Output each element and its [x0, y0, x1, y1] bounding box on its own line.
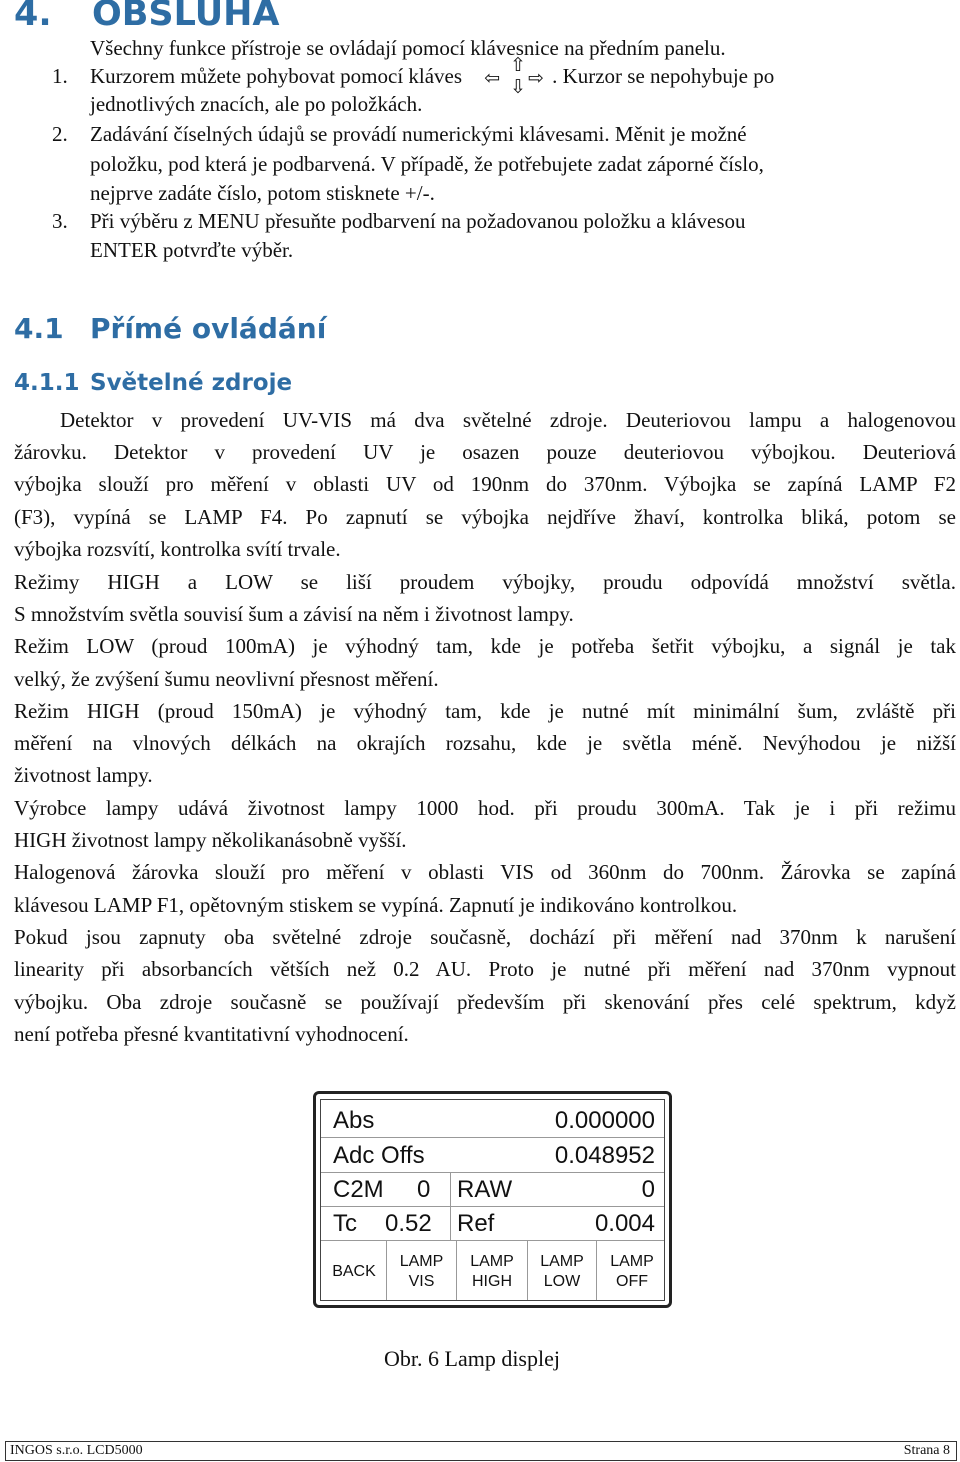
button-label: LAMP [610, 1253, 654, 1270]
paragraph-line: Pokud jsou zapnuty oba světelné zdroje současně, dochází při měření nad 370nm k narušení [14, 925, 956, 949]
lcd-tc-value: 0.52 [385, 1210, 432, 1237]
paragraph-line: velký, že zvýšení šumu neovlivní přesnost měření. [14, 667, 439, 691]
list-item-3: Při výběru z MENU přesuňte podbarvení na požadovanou položku a klávesou [90, 209, 746, 233]
lcd-lamp-off-button[interactable] [597, 1246, 667, 1298]
list-item-1-text-a: Kurzorem můžete pohybovat pomocí kláves [90, 64, 463, 88]
lcd-adc-value: 0.048952 [554, 1142, 655, 1169]
chapter-heading [14, 0, 280, 34]
button-label: LOW [543, 1273, 581, 1290]
subsection-number: 4.1.1 [14, 370, 80, 396]
button-label: OFF [616, 1273, 648, 1290]
button-label: BACK [332, 1263, 376, 1280]
lcd-raw-value: 0 [641, 1176, 655, 1203]
paragraph-line: výbojka rozsvítí, kontrolka svítí trvale. [14, 537, 341, 561]
list-number: 3. [52, 209, 68, 233]
chapter-number: 4. [14, 0, 52, 34]
paragraph-line: Halogenová žárovka slouží pro měření v oblasti VIS od 360nm do 700nm. Žárovka se zapíná [14, 860, 956, 884]
paragraph-line: výbojka slouží pro měření v oblasti UV od 190nm do 370nm. Výbojka se zapíná LAMP F2 [14, 472, 956, 496]
paragraph-line: HIGH životnost lampy několikanásobně vyšší. [14, 828, 407, 852]
intro-line: Všechny funkce přístroje se ovládají pomocí klávesnice na předním panelu. [90, 36, 726, 60]
section-number: 4.1 [14, 312, 64, 345]
lcd-divider [321, 1206, 664, 1207]
list-item-2: Zadávání číselných údajů se provádí numerickými klávesami. Měnit je možné [90, 122, 747, 146]
lcd-abs-value: 0.000000 [554, 1107, 655, 1134]
list-item-1-cont: jednotlivých znacích, ale po položkách. [90, 92, 423, 116]
button-label: HIGH [472, 1273, 512, 1290]
paragraph-line: linearity při absorbancích větších než 0.2 AU. Proto je nutné při měření nad 370nm vypnout [14, 957, 956, 981]
lcd-tc-label: Tc [333, 1210, 357, 1237]
footer-page-number: Strana 8 [903, 1443, 950, 1458]
lcd-divider [321, 1137, 664, 1138]
arrow-up-icon: ⇧ [510, 54, 526, 76]
paragraph-line: Režim HIGH (proud 150mA) je výhodný tam, kde je nutné mít minimální šum, zvláště při [14, 699, 956, 723]
lcd-lamp-vis-button[interactable] [387, 1246, 456, 1298]
paragraph-line: výbojku. Oba zdroje současně se používají především při skenování přes celé spektrum, když [14, 990, 956, 1014]
paragraph-line: životnost lampy. [14, 763, 153, 787]
list-item-2-cont: nejprve zadáte číslo, potom stisknete +/-. [90, 181, 435, 205]
arrow-left-icon: ⇦ [484, 67, 500, 89]
button-label: LAMP [540, 1253, 584, 1270]
paragraph-line: S množstvím světla souvisí šum a závisí na něm i životnost lampy. [14, 602, 574, 626]
list-item-1 [90, 54, 775, 98]
figure-number: Obr. 6 [384, 1346, 439, 1371]
subsection-heading-4-1-1 [14, 370, 292, 396]
lcd-c2m-value: 0 [417, 1176, 431, 1203]
lcd-abs-label: Abs [333, 1107, 375, 1134]
list-item-2-cont: položku, pod která je podbarvená. V případě, že potřebujete zadat záporné číslo, [90, 152, 764, 176]
lcd-ref-value: 0.004 [594, 1210, 655, 1237]
paragraph-line: měření na vlnových délkách na okrajích rozsahu, kde je světla méně. Nevýhodou je nižší [14, 731, 956, 755]
lcd-divider [321, 1240, 664, 1241]
lcd-raw-label: RAW [457, 1176, 513, 1203]
page-footer [5, 1441, 957, 1461]
arrow-right-icon: ⇨ [528, 67, 544, 89]
list-number: 2. [52, 122, 68, 146]
cursor-keys-icon [462, 54, 552, 98]
lcd-lamp-low-button[interactable] [528, 1246, 596, 1298]
figure-caption [384, 1346, 560, 1372]
lcd-adc-label: Adc Offs [333, 1142, 425, 1169]
section-heading-4-1 [14, 312, 326, 345]
paragraph-line: Detektor v provedení UV-VIS má dva světelné zdroje. Deuteriovou lampu a halogenovou [60, 408, 956, 432]
lcd-lamp-high-button[interactable] [457, 1246, 527, 1298]
button-label: LAMP [470, 1253, 514, 1270]
button-label: LAMP [399, 1253, 444, 1270]
paragraph-line: Režimy HIGH a LOW se liší proudem výbojky, proudu odpovídá množství světla. [14, 570, 956, 594]
lcd-c2m-label: C2M [333, 1176, 384, 1203]
paragraph-line: klávesou LAMP F1, opětovným stiskem se vypíná. Zapnutí je indikováno kontrolkou. [14, 893, 738, 917]
list-number: 1. [52, 64, 68, 88]
section-title: Přímé ovládání [90, 312, 327, 345]
paragraph-line: (F3), vypíná se LAMP F4. Po zapnutí se výbojka nejdříve žhaví, kontrolka bliká, potom se [14, 505, 956, 529]
list-item-1-text-b: . Kurzor se nepohybuje po [552, 64, 775, 88]
subsection-title: Světelné zdroje [90, 370, 293, 396]
chapter-title: OBSLUHA [92, 0, 280, 34]
paragraph-line: Režim LOW (proud 100mA) je výhodný tam, kde je potřeba šetřit výbojku, a signál je tak [14, 634, 956, 658]
paragraph-line: Výrobce lampy udává životnost lampy 1000 hod. při proudu 300mA. Tak je i při režimu [14, 796, 956, 820]
list-item-3-cont: ENTER potvrďte výběr. [90, 238, 294, 262]
button-label: VIS [408, 1273, 435, 1290]
paragraph-line: žárovku. Detektor v provedení UV je osazen pouze deuteriovou výbojkou. Deuteriová [14, 440, 956, 464]
figure-title: Lamp displej [444, 1346, 560, 1371]
paragraph-line: není potřeba přesné kvantitativní vyhodnocení. [14, 1022, 409, 1046]
lcd-back-button[interactable] [322, 1246, 386, 1298]
lcd-divider [321, 1172, 664, 1173]
arrow-down-icon: ⇩ [510, 76, 526, 98]
lcd-ref-label: Ref [457, 1210, 495, 1237]
lcd-divider [450, 1173, 451, 1240]
footer-company: INGOS s.r.o. LCD5000 [10, 1443, 143, 1458]
